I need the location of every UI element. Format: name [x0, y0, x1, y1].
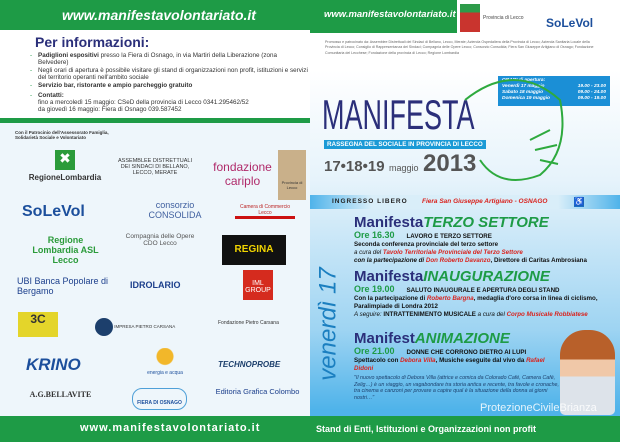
regione-cross-icon: ✖	[55, 150, 75, 170]
info-item: - Servizio bar, ristorante e ampio parcheggio gratuito	[30, 82, 308, 89]
logo-assemblee: ASSEMBLEE DISTRETTUALI DEI SINDACI DI BELLANO, LECCO, MERATE	[118, 158, 192, 176]
divider	[0, 118, 310, 123]
hours-row: Venerdì 17 maggio 19.00 - 23.00	[502, 84, 606, 89]
logo-fondazione-cariplo: fondazione cariplo	[213, 160, 272, 188]
hours-title: ORARI di apertura:	[502, 78, 546, 83]
bottom-bar	[310, 416, 620, 442]
event-terzo-settore: ManifestaTERZO SETTORE Ore 16.30 LAVORO E TERZO SETTORE Seconda conferenza provinciale del terzo settore a cura del Tavolo Territoriale Provinciale del Terzo Settore con la partecipazione di Don Roberto Davanzo, Direttore di Caritas Ambrosiana	[354, 214, 587, 264]
watermark: ProtezioneCivileBrianza	[480, 402, 597, 414]
bottom-url-bar	[0, 416, 310, 442]
info-title: Per informazioni:	[35, 34, 150, 50]
logo-idrolario: IDROLARIO	[130, 280, 181, 290]
top-url-bar	[310, 0, 457, 33]
venue: Fiera San Giuseppe Artigiano - OSNAGO	[422, 198, 548, 205]
info-item: - Negli orari di apertura è possibile visitare gli stand di organizzazioni non profit, istituzioni e servizi del territorio operanti nell'ambito sociale	[30, 67, 308, 81]
promoters-text: Promosso e patrocinato da: Assemblee Distrettuali dei Sindaci di Bellano, Lecco, Merate; Azienda Ospedaliera della Provincia di Lecco; Azienda Sanitaria Locale della Provincia di Lecco; Consiglio di Rappresentanza dei Sindaci; Compagnia delle Opere Lecco; Consorzio Consolida; Fiera San Giuseppe Artigiano di Osnago; Fondazione Comunitaria del Lecchese; Fondazione della provincia di Lecco; Regione Lombardia	[325, 40, 594, 55]
event-animazione: ManifestANIMAZIONE Ore 21.00 DONNE CHE CORRONO DIETRO AI LUPI Spettacolo con Debora Villa, Musiche eseguite dal vivo da Rafael Didoni "Il nuovo spettacolo di Debora Villa (attrice e comica da Colorado Café, Camera Café, Zelig…) è un viaggio, un vagabondare tra storia antica e recente, tra favole e cronache, tra cinema e canzoni per provare a capire qual è la situazione della donna ai giorni nostri…"	[354, 330, 559, 401]
website-link[interactable]: www.manifestavolontariato.it	[80, 422, 261, 434]
logo-regione-lombardia: ✖ RegioneLombardia	[28, 150, 102, 182]
logo-regina: REGINA	[222, 235, 286, 265]
event-dates: 17•18•19 maggio 2013	[324, 150, 477, 177]
hours-row: Domenica 19 maggio 09.00 - 19.00	[502, 96, 606, 101]
logo-iml-group: IML GROUP	[243, 270, 273, 300]
website-link[interactable]: www.manifestavolontariato.it	[62, 7, 256, 23]
hours-row: Sabato 18 maggio 09.00 - 24.00	[502, 90, 606, 95]
brochure-front-panel	[310, 0, 620, 442]
logo-colombo: Editoria Grafica Colombo	[215, 387, 300, 396]
logo-camera-commercio: Camera di Commercio Lecco	[235, 204, 295, 219]
logo-carsana: IMPRESA PIETRO CARSANA	[95, 318, 185, 336]
logo-fondazione-carsana: Fondazione Pietro Carsana	[218, 320, 279, 326]
top-url-bar	[0, 0, 310, 30]
logo-bellavite: A.G.BELLAVITE	[29, 390, 92, 399]
logo-asl-lecco: Regione Lombardia ASL Lecco	[32, 235, 99, 265]
logo-krino: KRINO	[26, 355, 81, 374]
event-inaugurazione: ManifestaINAUGURAZIONE Ore 19.00 SALUTO INAUGURALE E APERTURA DEGLI STAND Con la partecipazione di Roberto Bargna, medaglia d'oro corsa in linea di ciclismo, Paralimpiade di Londra 2012 A seguire: INTRATTENIMENTO MUSICALE a cura del Corpo Musicale Robbiatese	[354, 268, 598, 318]
carsana-emblem-icon	[95, 318, 113, 336]
info-item: - Padiglioni espositivi presso la Fiera di Osnago, in via Martiri della Liberazione (zona Belvedere)	[30, 52, 308, 66]
entry-band	[310, 195, 620, 209]
logo-3c: 3C	[18, 312, 58, 337]
patronage-text: Con il Patrocinio dell'Assessorato Famiglia, Solidarietà Sociale e Volontariato	[15, 130, 109, 140]
logo-technoprobe: TECHNOPROBE	[218, 360, 281, 369]
provincia-label: Provincia di Lecco	[483, 15, 524, 21]
logo-cdo-lecco: Compagnia delle Opere CDO Lecco	[125, 233, 195, 247]
info-section	[0, 30, 310, 118]
manifesta-logo: MANIFESTA	[322, 90, 475, 138]
logo-provincia-lecco: Provincia di Lecco	[278, 150, 306, 200]
day-label: venerdì 17	[314, 267, 342, 381]
website-link[interactable]: www.manifestavolontariato.it	[324, 9, 456, 20]
entry-label: INGRESSO LIBERO	[332, 198, 408, 205]
solevol-logo: SoLeVol	[546, 16, 594, 30]
logo-energia-acqua: energia e acqua	[140, 348, 190, 376]
hands-icon	[460, 70, 570, 185]
contacts: - Contatti: fino a mercoledì 15 maggio: CSeD della provincia di Lecco 0341.295462/52 da giovedì 16 maggio: Fiera di Osnago 039.587452	[30, 92, 308, 113]
logo-solevol: SoLeVol	[22, 203, 85, 220]
logo-consolida: consorzio CONSOLIDA	[148, 200, 202, 220]
bottom-bar-text: Stand di Enti, Istituzioni e Organizzazioni non profit	[316, 424, 536, 434]
provincia-crest-icon	[460, 4, 480, 32]
logo-fiera-osnago: FIERA DI OSNAGO	[132, 388, 187, 410]
subtitle-ribbon: RASSEGNA DEL SOCIALE IN PROVINCIA DI LECCO	[324, 140, 486, 149]
accessibility-icon: ♿	[574, 197, 584, 206]
logo-ubi: UBI Banca Popolare di Bergamo	[17, 276, 109, 296]
